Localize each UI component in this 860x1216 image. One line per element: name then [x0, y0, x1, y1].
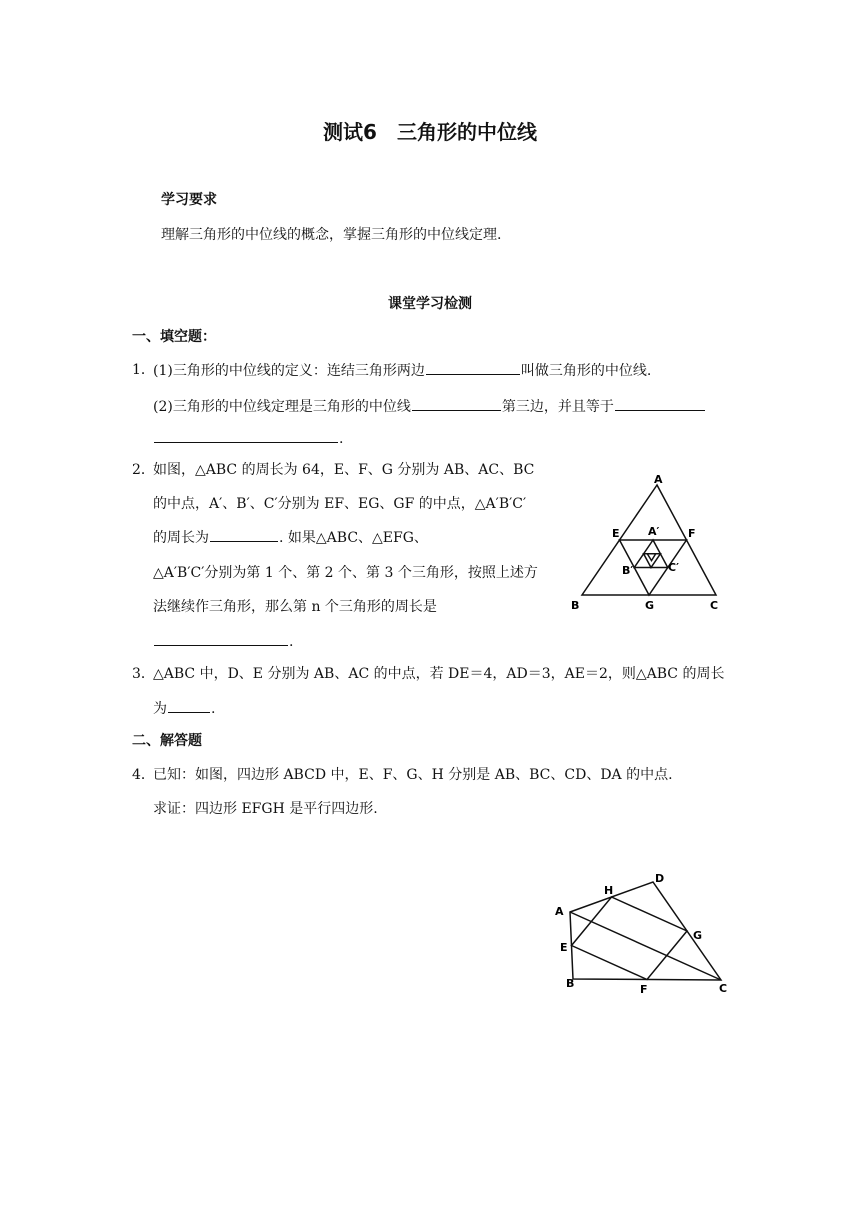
fig1-label-g: G: [645, 599, 655, 612]
q2-line1: 如图，△ABC 的周长为 64，E、F、G 分别为 AB、AC、BC: [153, 462, 535, 478]
q4-line1: 已知：如图，四边形 ABCD 中，E、F、G、H 分别是 AB、BC、CD、DA 的中点.: [153, 767, 673, 783]
q3-blank[interactable]: [168, 698, 210, 713]
page-title: 测试6 三角形的中位线: [323, 120, 537, 144]
q4-line2: 求证：四边形 EFGH 是平行四边形.: [153, 801, 378, 817]
q1-line2-b: 第三边，并且等于: [501, 399, 614, 415]
fig1-label-a: A: [654, 473, 663, 486]
fig1-label-c: C: [710, 599, 719, 612]
fig1-label-c-prime: C′: [668, 561, 679, 574]
q2-line3: [153, 527, 428, 548]
fig1-label-b: B: [571, 599, 580, 612]
q1-line1-a: (1)三角形的中位线的定义：连结三角形两边: [153, 363, 425, 379]
q3-line1: △ABC 中，D、E 分别为 AB、AC 的中点，若 DE＝4，AD＝3，AE＝2，则△ABC 的周长: [153, 666, 725, 682]
triangle-figure: [570, 470, 730, 615]
q1-blank-1[interactable]: [426, 360, 520, 375]
quadrilateral-figure: [548, 865, 738, 1000]
q1-line1-b: 叫做三角形的中位线.: [520, 363, 652, 379]
fig2-label-b: B: [566, 977, 575, 990]
q1-blank-3[interactable]: [615, 396, 705, 411]
q2-blank-2[interactable]: [154, 631, 288, 646]
fig1-label-f: F: [688, 527, 696, 540]
q1-line1: [153, 360, 651, 381]
q3-line2: [153, 698, 215, 719]
section-title: 课堂学习检测: [388, 296, 472, 312]
q1-blank-2[interactable]: [412, 396, 501, 411]
q2-line6: [153, 631, 293, 652]
q2-line6-end: .: [289, 634, 294, 650]
q1-line2-a: (2)三角形的中位线定理是三角形的中位线: [153, 399, 411, 415]
q2-line5: 法继续作三角形，那么第 n 个三角形的周长是: [153, 599, 437, 615]
fig1-label-e: E: [612, 527, 620, 540]
q3-number: 3．: [132, 666, 155, 682]
q2-line2: 的中点，A′、B′、C′分别为 EF、EG、GF 的中点，△A′B′C′: [153, 496, 527, 512]
fig2-label-e: E: [560, 941, 568, 954]
fig2-label-c: C: [719, 982, 728, 995]
q1-line3-end: .: [339, 431, 344, 447]
fig2-label-f: F: [640, 983, 648, 996]
fig1-label-a-prime: A′: [648, 525, 660, 538]
fig1-label-b-prime: B′: [622, 564, 634, 577]
q2-number: 2．: [132, 462, 155, 478]
requirements-heading: 学习要求: [161, 192, 217, 208]
q1-line3: [153, 428, 343, 449]
q3-line2-b: .: [211, 701, 216, 717]
part2-heading: 二、解答题: [132, 733, 202, 749]
q1-line2: [153, 396, 706, 417]
q2-blank-1[interactable]: [210, 527, 278, 542]
q2-line3-a: 的周长为: [153, 530, 209, 546]
fig2-label-h: H: [604, 884, 614, 897]
fig2-label-d: D: [655, 872, 665, 885]
triangle-5th: [647, 554, 655, 561]
q2-line4: △A′B′C′分别为第 1 个、第 2 个、第 3 个三角形，按照上述方: [153, 565, 538, 581]
requirements-text: 理解三角形的中位线的概念，掌握三角形的中位线定理.: [161, 227, 502, 243]
q4-number: 4．: [132, 767, 155, 783]
q2-line3-b: . 如果△ABC、△EFG、: [279, 530, 428, 546]
fig2-label-g: G: [693, 929, 703, 942]
q1-number: 1．: [132, 362, 155, 378]
diagonal-ac: [570, 912, 721, 980]
q1-blank-4[interactable]: [154, 428, 338, 443]
q3-line2-a: 为: [153, 701, 167, 717]
part1-heading: 一、填空题：: [132, 329, 216, 345]
fig2-label-a: A: [555, 905, 564, 918]
